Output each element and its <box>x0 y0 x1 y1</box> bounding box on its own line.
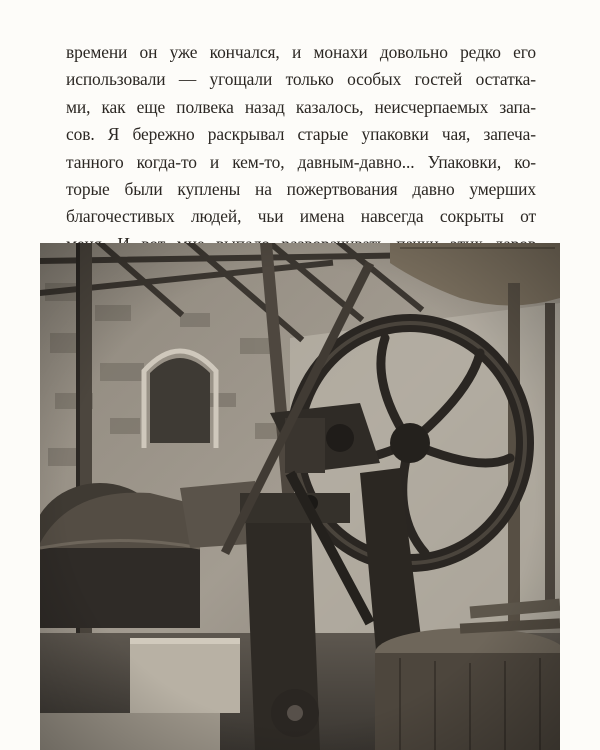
text-line: ми, как еще полвека назад казалось, неисчерпаемых запа- <box>66 96 536 117</box>
text-line: использовали — угощали только особых гостей остатка- <box>66 69 536 90</box>
text-line: торые были куплены на пожертвования давно умерших <box>66 178 536 199</box>
text-line: времени он уже кончался, и монахи довольно редко его <box>66 42 536 62</box>
text-line: благочестивых людей, чьи имена навсегда сокрыты от <box>66 206 536 227</box>
machinery-illustration <box>40 243 560 750</box>
machinery-photo <box>40 243 560 750</box>
text-line: танного когда-то и кем-то, давным-давно... Упаковки, ко- <box>66 151 536 172</box>
text-line: сов. Я бережно раскрывал старые упаковки чая, запеча- <box>66 124 536 145</box>
book-text <box>66 39 536 258</box>
